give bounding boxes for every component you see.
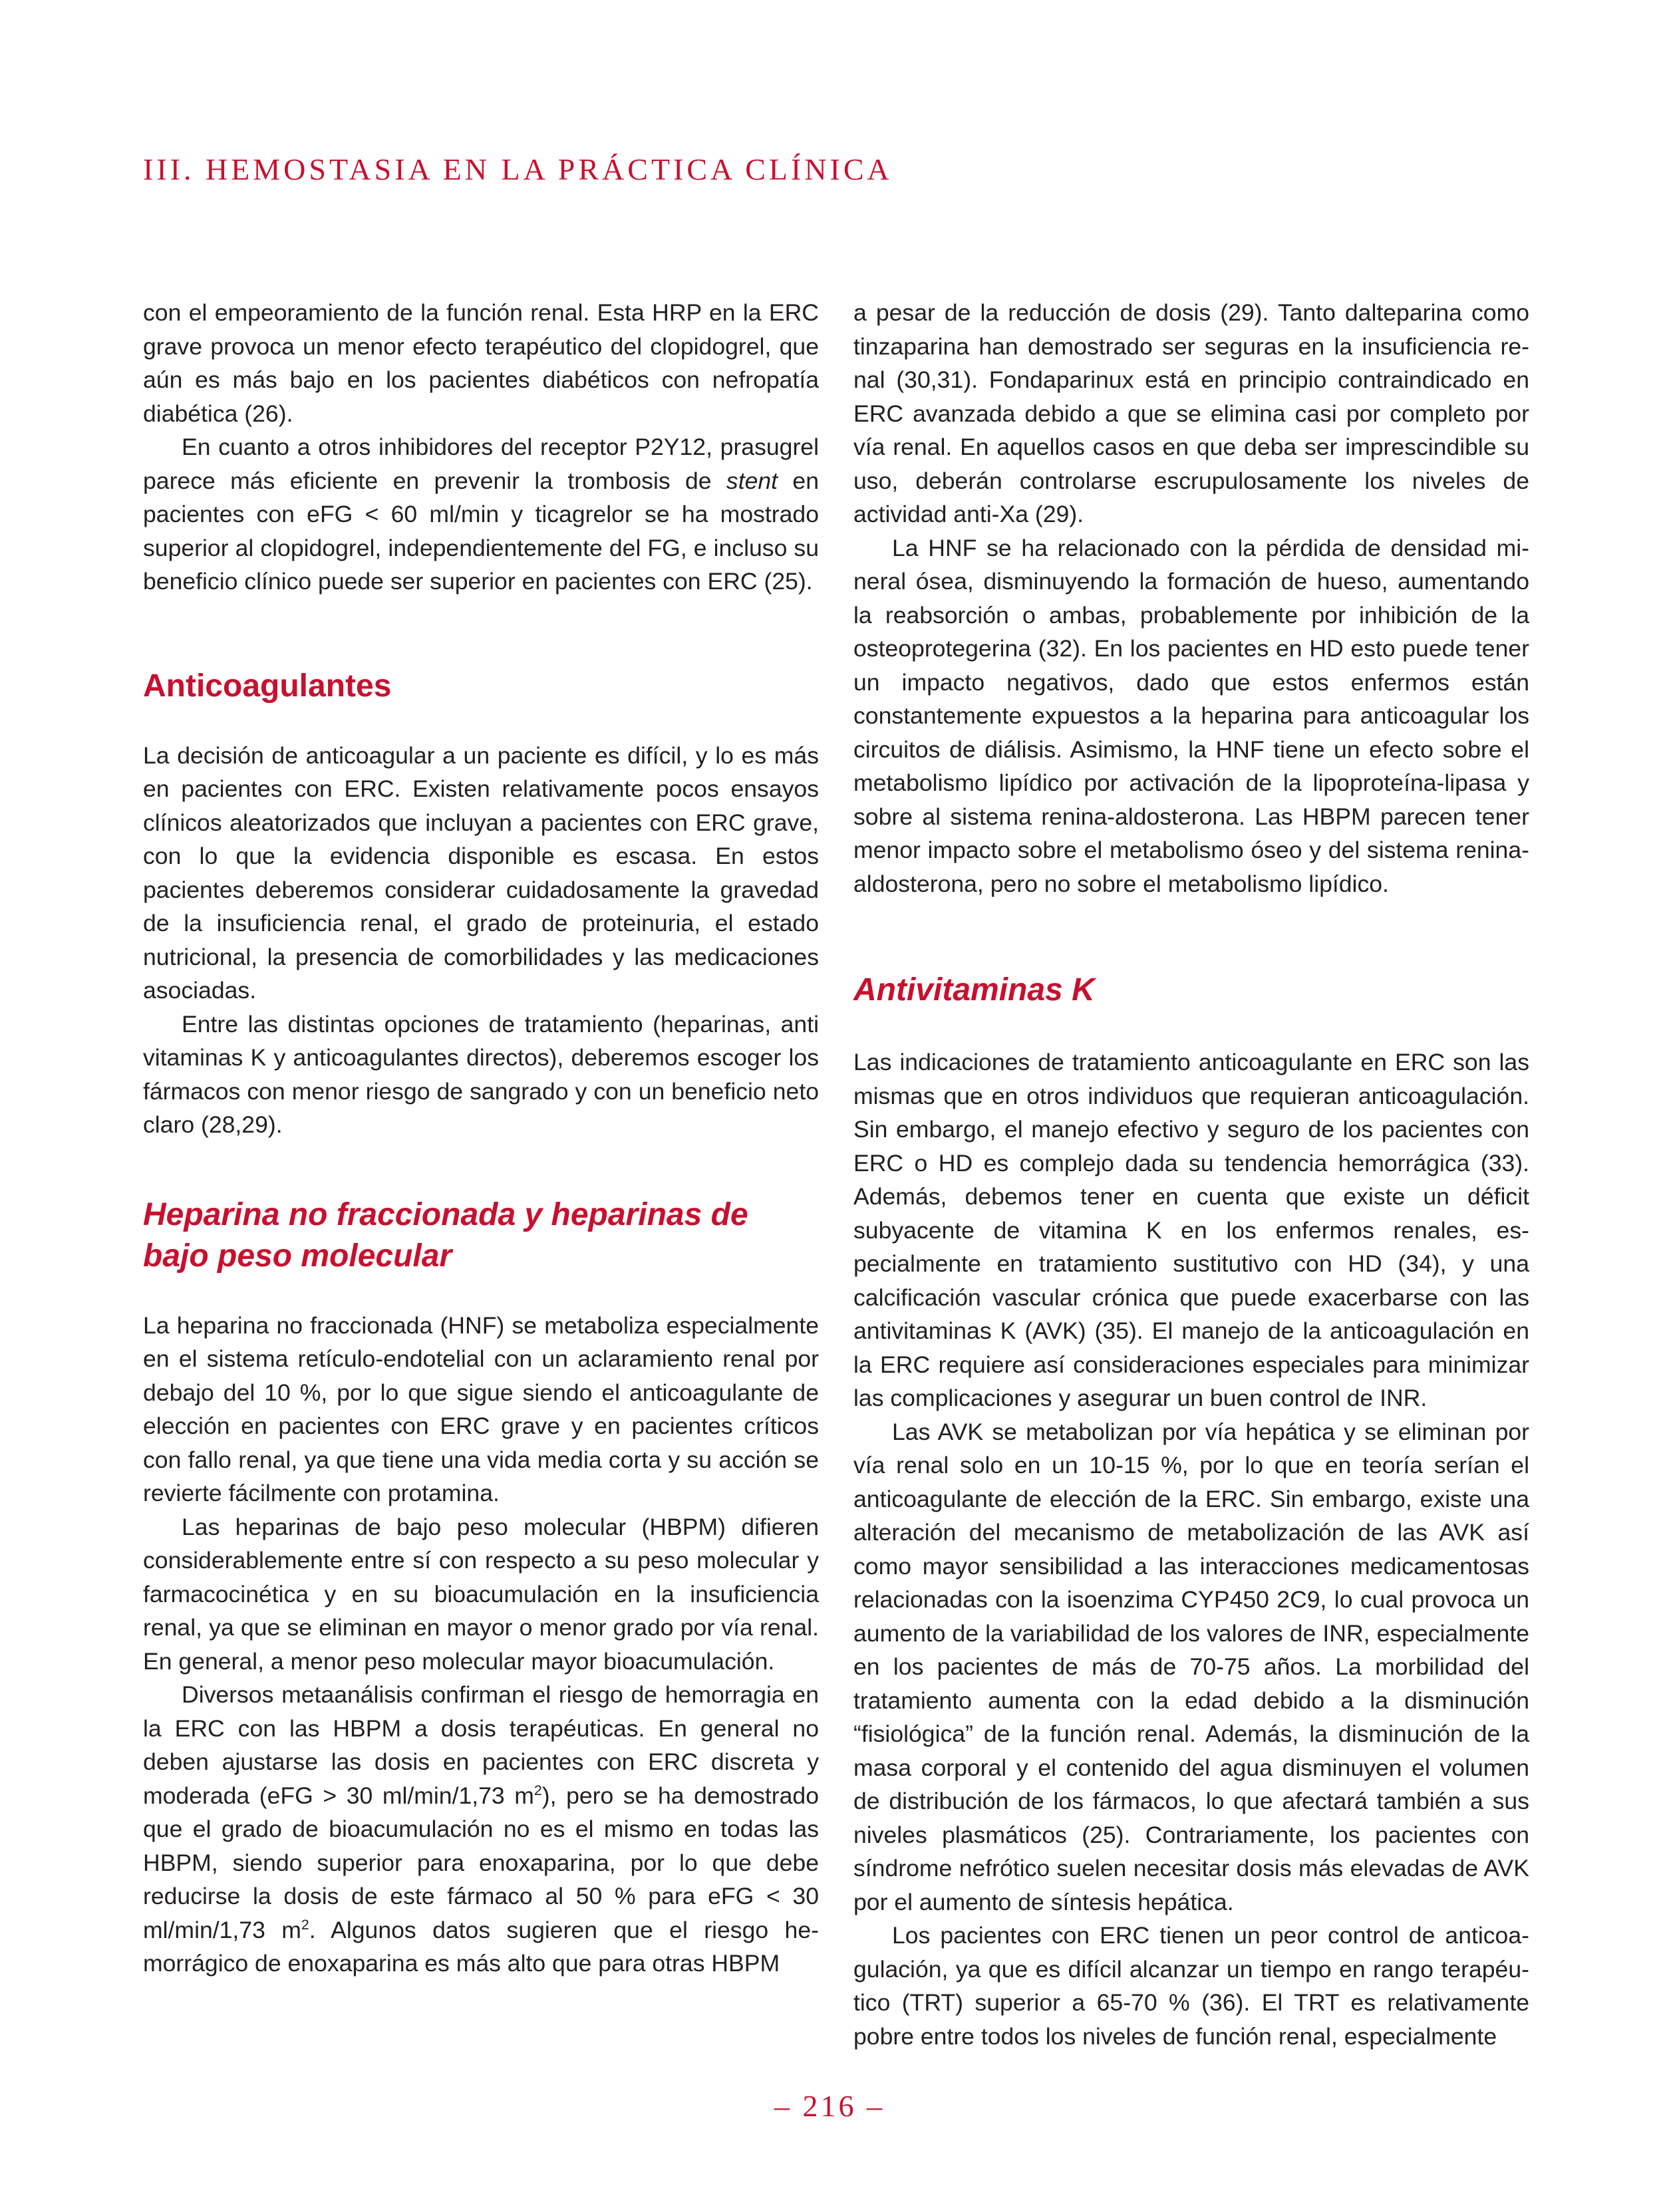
text-span: . Algunos datos sugieren que el riesgo hemorrágico de enoxaparina es más alto que para otras HBPM xyxy=(143,1916,819,1977)
section-heading-heparina: Heparina no fraccionada y heparinas de bajo peso molecular xyxy=(143,1196,748,1274)
text-span: en pacientes con eFG < 60 ml/min y ticagrelor se ha mostrado superior al clopidogrel, independientemente del FG, e incluso su beneficio clínico puede ser superior en pacientes con ERC (25). xyxy=(143,467,819,595)
paragraph: La HNF se ha relacionado con la pérdida de densidad mineral ósea, disminuyendo la formación de hueso, aumentando la reabsorción o ambas, probablemente por inhibición de la osteoprotegerina (32). En los pacientes en HD esto puede tener un impacto negativos, dado que estos enfermos están constantemente expuestos a la heparina para anticoagular los circuitos de diálisis. Asimismo, la HNF tiene un efecto sobre el metabolismo lipídico por activación de la lipoproteína-lipasa y sobre al sistema renina-aldosterona. Las HBPM parecen tener menor impacto sobre el metabolismo óseo y del sistema reninaaldosterona, pero no sobre el metabolismo lipídico. xyxy=(853,534,1529,897)
running-header: III. HEMOSTASIA EN LA PRÁCTICA CLÍNICA xyxy=(143,152,893,186)
paragraph: La decisión de anticoagular a un paciente es difícil, y lo es más en pacientes con ERC. Existen relativamente pocos ensayos clínicos aleatorizados que incluyan a pacientes con ERC grave, con lo que la evidencia disponible es escasa. En estos pacientes deberemos considerar cuidadosamente la gravedad de la insuficiencia renal, el grado de proteinuria, el estado nutricional, la presencia de comorbilidades y las medicaciones asociadas. xyxy=(143,742,819,1004)
paragraph: Las heparinas de bajo peso molecular (HBPM) difieren considerablemente entre sí con respecto a su peso molecular y farmacocinética y en su bioacumulación en la insuficiencia renal, ya que se eliminan en mayor o menor grado por vía renal. En general, a menor peso molecular mayor bioacumulación. xyxy=(143,1513,819,1675)
superscript: 2 xyxy=(301,1916,309,1933)
section-heading-antivitaminas: Antivitaminas K xyxy=(853,972,1095,1008)
paragraph: a pesar de la reducción de dosis (29). Tanto dalteparina como tinzaparina han demostrado ser seguras en la insuficiencia renal (30,31). Fondaparinux está en principio contraindicado en ERC avanzada debido a que se elimina casi por completo por vía renal. En aquellos casos en que deba ser imprescindible su uso, deberán controlarse escrupulosamente los niveles de actividad anti-Xa (29). xyxy=(853,299,1529,527)
page-number: – 216 – xyxy=(774,2089,885,2123)
paragraph: Las indicaciones de tratamiento anticoagulante en ERC son las mismas que en otros individuos que requieran anticoagulación. Sin embargo, el manejo efectivo y seguro de los pacientes con ERC o HD es complejo dada su tendencia hemorrágica (33). Además, debemos tener en cuenta que existe un déficit subyacente de vitamina K en los enfermos renales, especialmente en tratamiento sustitutivo con HD (34), y una calcificación vascular crónica que puede exacerbarse con las antivitaminas K (AVK) (35). El manejo de la anticoagulación en la ERC requiere así consideraciones especiales para minimizar las complicaciones y asegurar un buen control de INR. xyxy=(853,1049,1529,1411)
paragraph xyxy=(143,430,819,599)
section-heading-anticoagulantes: Anticoagulantes xyxy=(143,668,392,704)
paragraph: Los pacientes con ERC tienen un peor control de anticoagulación, ya que es difícil alcanzar un tiempo en rango terapéutico (TRT) superior a 65-70 % (36). El TRT es relativamente pobre entre todos los niveles de función renal, especialmente xyxy=(853,1922,1529,2050)
superscript: 2 xyxy=(533,1782,542,1798)
paragraph: Las AVK se metabolizan por vía hepática y se eliminan por vía renal solo en un 10-15 %, por lo que en teoría serían el anticoagulante de elección de la ERC. Sin embargo, existe una alteración del mecanismo de metabolización de las AVK así como mayor sensibilidad a las interacciones medicamentosas relacionadas con la isoenzima CYP450 2C9, lo cual provoca un aumento de la variabilidad de los valores de INR, especialmente en los pacientes de más de 70-75 años. La morbilidad del tratamiento aumenta con la edad debido a la disminución “fisiológica” de la función renal. Además, la disminución de la masa corporal y el contenido del agua disminuyen el volumen de distribución de los fármacos, lo que afectará también a sus niveles plasmáticos (25). Contrariamente, los pacientes con síndrome nefrótico suelen necesitar dosis más elevadas de AVK por el aumento de síntesis hepática. xyxy=(853,1418,1529,1915)
text-span: Diversos metaanálisis confirman el riesgo de hemorragia en la ERC con las HBPM a dosis terapéuticas. En general no deben ajustarse las dosis en pacientes con ERC discreta y moderada (eFG > 30 ml/min/1,73 m xyxy=(143,1681,819,1809)
left-column xyxy=(143,296,819,1981)
text-span: ), pero se ha demostrado que el grado de bioacumulación no es el mismo en todas las HBPM, siendo superior para enoxaparina, por lo que debe reducirse la dosis de este fármaco al 50 % para eFG < 30 ml/min/1,73 m xyxy=(143,1782,820,1943)
paragraph xyxy=(143,1678,819,1981)
italic-term: stent xyxy=(726,467,778,494)
right-column xyxy=(853,296,1529,2053)
paragraph: Entre las distintas opciones de tratamiento (heparinas, anti vitaminas K y anticoagulantes directos), deberemos escoger los fármacos con menor riesgo de sangrado y con un beneficio neto claro (28,29). xyxy=(143,1010,819,1138)
paragraph: con el empeoramiento de la función renal. Esta HRP en la ERC grave provoca un menor efecto terapéutico del clopidogrel, que aún es más bajo en los pacientes diabéticos con nefropatía diabética (26). xyxy=(143,299,819,427)
text-span: En cuanto a otros inhibidores del receptor P2Y12, prasugrel parece más eficiente en prevenir la trombosis de xyxy=(143,434,819,494)
paragraph: La heparina no fraccionada (HNF) se metaboliza especialmente en el sistema retículo-endotelial con un aclaramiento renal por debajo del 10 %, por lo que sigue siendo el anticoagulante de elección en pacientes con ERC grave y en pacientes críticos con fallo renal, ya que tiene una vida media corta y su acción se revierte fácilmente con protamina. xyxy=(143,1312,819,1506)
